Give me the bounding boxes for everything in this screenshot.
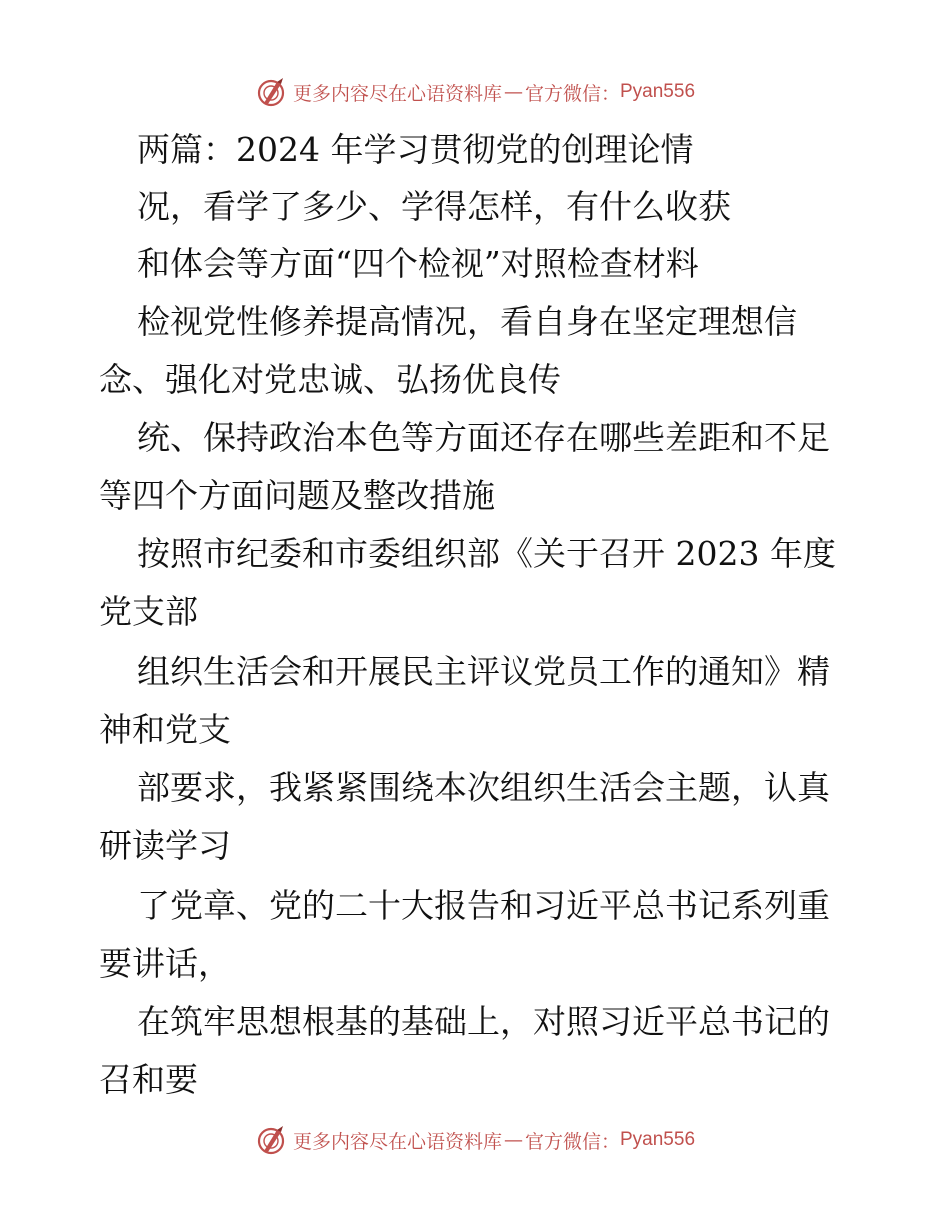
- text-line: 念、强化对党忠诚、弘扬优良传: [99, 360, 561, 399]
- text-line: 了党章、党的二十大报告和习近平总书记系列重: [137, 886, 830, 925]
- header-watermark: [0, 72, 950, 112]
- watermark-wechat-label: 官方微信：: [524, 1130, 620, 1153]
- text-line: 组织生活会和开展民主评议党员工作的通知》精: [137, 652, 830, 691]
- text-line: 党支部: [99, 592, 198, 631]
- watermark-wechat-id: Pyan556: [620, 81, 696, 102]
- text-line: 按照市纪委和市委组织部《关于召开 2023 年度: [137, 534, 836, 573]
- watermark-wechat-label: 官方微信：: [524, 82, 620, 105]
- text-line: 检视党性修养提高情况，看自身在坚定理想信: [137, 302, 797, 341]
- watermark-separator: —: [503, 1129, 523, 1151]
- text-line: 神和党支: [99, 710, 231, 749]
- watermark-brand-text: 更多内容尽在心语资料库: [292, 1130, 502, 1153]
- text-line: 等四个方面问题及整改措施: [99, 476, 495, 515]
- text-line: 部要求，我紧紧围绕本次组织生活会主题，认真: [137, 768, 830, 807]
- footer-watermark: [0, 1120, 950, 1160]
- quill-pen-logo-icon: [255, 1124, 287, 1156]
- quill-pen-logo-icon: [255, 76, 287, 108]
- text-line: 统、保持政治本色等方面还存在哪些差距和不足: [137, 418, 830, 457]
- text-line: 研读学习: [99, 826, 231, 865]
- text-line: 两篇：2024 年学习贯彻党的创理论情: [137, 130, 694, 169]
- text-line: 要讲话，: [99, 944, 231, 983]
- watermark-brand-text: 更多内容尽在心语资料库: [292, 82, 502, 105]
- text-line: 况，看学了多少、学得怎样，有什么收获: [137, 187, 731, 226]
- watermark-separator: —: [503, 81, 523, 103]
- watermark-wechat-id: Pyan556: [620, 1129, 696, 1150]
- text-line: 召和要: [99, 1060, 198, 1099]
- text-line: 在筑牢思想根基的基础上，对照习近平总书记的: [137, 1002, 830, 1041]
- text-line: 和体会等方面“四个检视”对照检查材料: [137, 244, 699, 283]
